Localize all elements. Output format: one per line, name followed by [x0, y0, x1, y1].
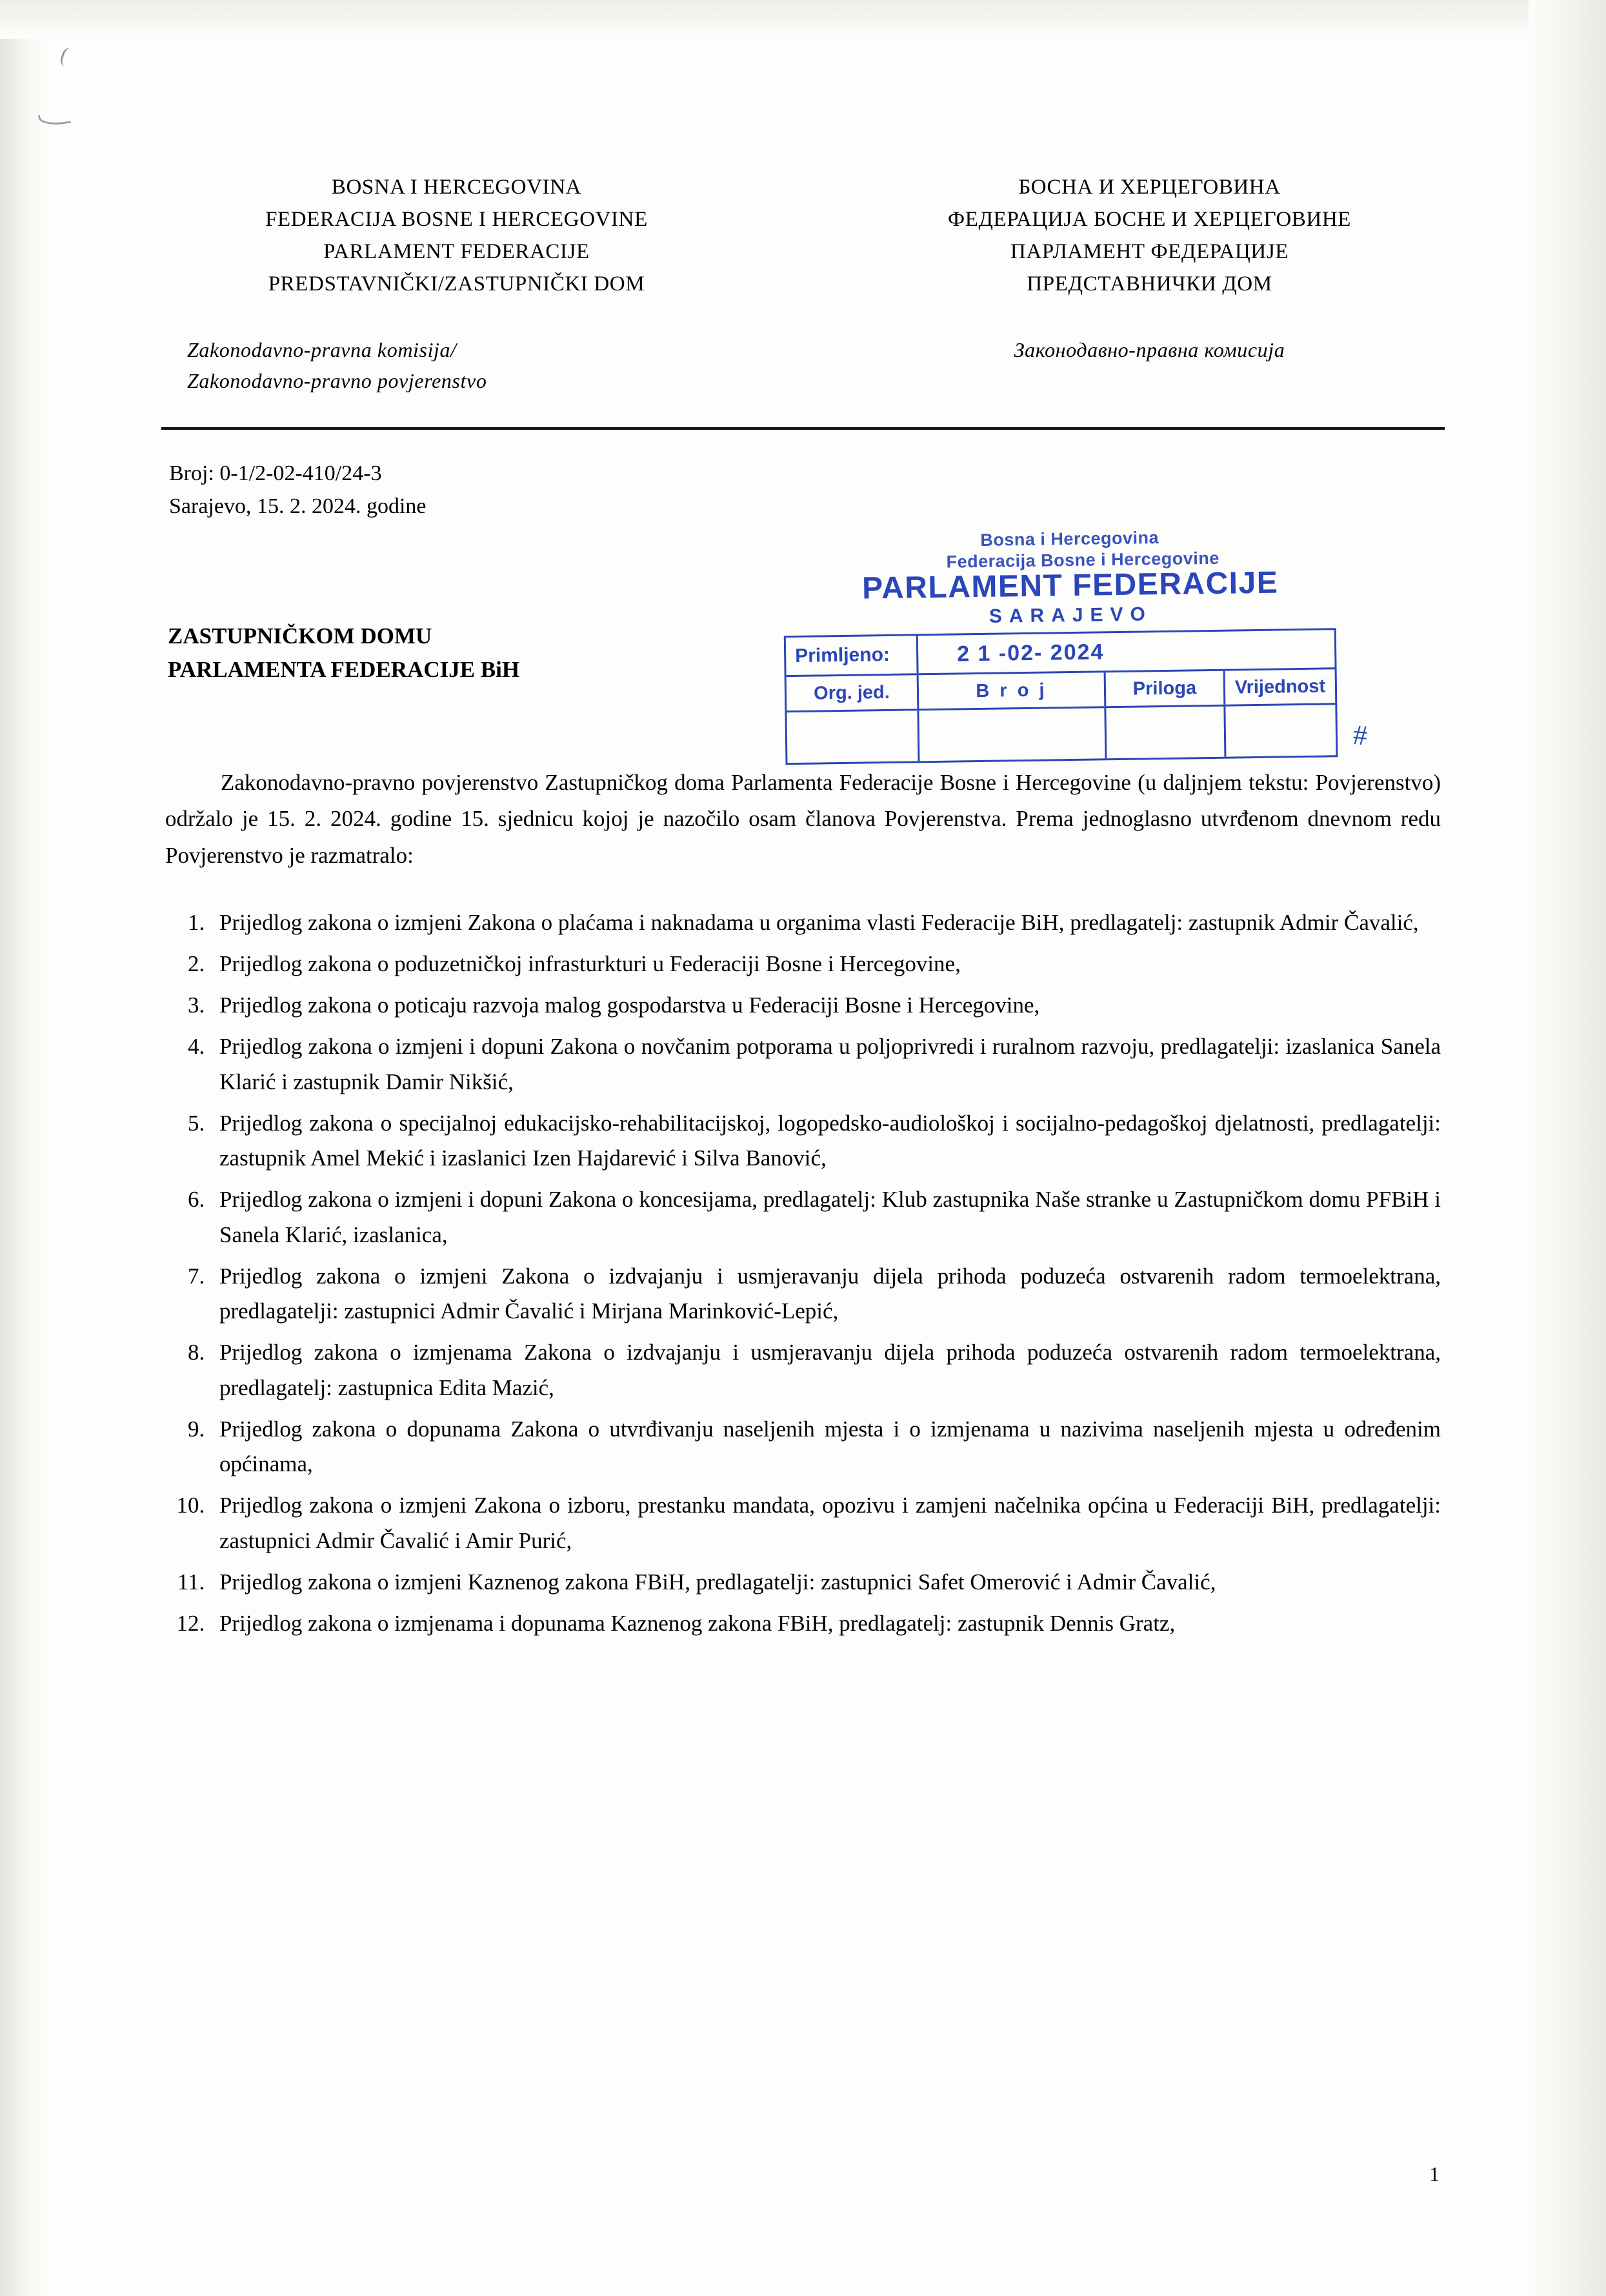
stamp-federation-line: Federacija Bosne i Hercegovine [946, 548, 1220, 572]
list-item: 7. Prijedlog zakona o izmjeni Zakona o izdvajanju i usmjeravanju dijela prihoda poduzeća ostvarenih radom termoelektrana, predlagatelji: zastupnici Admir Čavalić i Mirjana Marinković-Lepić, [210, 1259, 1441, 1329]
document-reference-block [161, 457, 1445, 523]
list-item: 12. Prijedlog zakona o izmjenama i dopunama Kaznenog zakona FBiH, predlagatelj: zastupnik Dennis Gratz, [210, 1606, 1441, 1641]
list-item: 5. Prijedlog zakona o specijalnoj edukacijsko-rehabilitacijskoj, logopedsko-audiološkoj i socijalno-pedagoškoj djelatnosti, predlagatelji: zastupnik Amel Mekić i izaslanici Izen Hajdarević i Silva Banović, [210, 1106, 1441, 1176]
stamp-cell-broj [919, 708, 1107, 761]
header-latin-committee-line-1: Zakonodavno-pravna komisija/ [187, 337, 457, 361]
list-item: 3. Prijedlog zakona o poticaju razvoja malog gospodarstva u Federaciji Bosne i Hercegovine, [210, 988, 1441, 1023]
header-latin-committee [161, 334, 752, 396]
stamp-institution-title: PARLAMENT FEDERACIJE [861, 565, 1279, 606]
list-item: 6. Prijedlog zakona o izmjeni i dopuni Zakona o koncesijama, predlagatelj: Klub zastupnika Naše stranke u Zastupničkom domu PFBiH i Sanela Klarić, izaslanica, [210, 1182, 1441, 1253]
header-latin-committee-line-2: Zakonodavno-pravno povjerenstvo [187, 368, 487, 392]
stamp-col-org-jed: Org. jed. [787, 675, 919, 710]
list-item: 10. Prijedlog zakona o izmjeni Zakona o izboru, prestanku mandata, opozivu i zamjeni načelnika općina u Federaciji BiH, predlagatelji: zastupnici Admir Čavalić i Amir Purić, [210, 1488, 1441, 1558]
stamp-col-priloga: Priloga [1106, 671, 1226, 707]
stamp-country-line: Bosna i Hercegovina [980, 528, 1159, 550]
addressee-line-2: PARLAMENTA FEDERACIJE BiH [168, 657, 520, 683]
header-latin-line-3: PARLAMENT FEDERACIJE [323, 240, 590, 264]
stamp-empty-row [787, 705, 1336, 763]
stamp-received-label: Primljeno: [786, 636, 919, 675]
stamp-city: SARAJEVO [989, 603, 1153, 627]
agenda-list [161, 905, 1445, 1642]
header-divider-rule [161, 427, 1445, 430]
page-number: 1 [1429, 2162, 1440, 2186]
document-number: Broj: 0-1/2-02-410/24-3 [169, 461, 382, 485]
header-cyrillic-line-1: БОСНА И ХЕРЦЕГОВИНА [1018, 176, 1281, 199]
header-latin-line-2: FEDERACIJA BOSNE I HERCEGOVINE [265, 208, 648, 232]
list-item: 8. Prijedlog zakona o izmjenama Zakona o izdvajanju i usmjeravanju dijela prihoda poduzeća ostvarenih radom termoelektrana, predlagatelj: zastupnica Edita Mazić, [210, 1335, 1441, 1405]
list-item: 1. Prijedlog zakona o izmjeni Zakona o plaćama i naknadama u organima vlasti Federacije BiH, predlagatelj: zastupnik Admir Čavalić, [210, 905, 1441, 940]
stamp-cell-org-jed [787, 710, 919, 763]
document-place-date: Sarajevo, 15. 2. 2024. godine [169, 494, 427, 518]
stamp-cell-vrijednost [1225, 705, 1336, 756]
header-cyrillic-block [854, 171, 1445, 396]
document-header [161, 0, 1445, 396]
stamp-col-vrijednost: Vrijednost [1234, 676, 1326, 698]
stamp-received-date: 2 1 -02- 2024 [956, 639, 1105, 666]
list-item: 2. Prijedlog zakona o poduzetničkoj infrasturkturi u Federaciji Bosne i Hercegovine, [210, 947, 1441, 982]
header-latin-line-1: BOSNA I HERCEGOVINA [331, 176, 582, 199]
list-item: 4. Prijedlog zakona o izmjeni i dopuni Zakona o novčanim potporama u poljoprivredi i ruralnom razvoju, predlagatelji: izaslanica Sanela Klarić i zastupnik Damir Nikšić, [210, 1029, 1441, 1100]
list-item: 11. Prijedlog zakona o izmjeni Kaznenog zakona FBiH, predlagatelji: zastupnici Safet Omerović i Admir Čavalić, [210, 1565, 1441, 1600]
header-cyrillic-line-2: ФЕДЕРАЦИЈА БОСНЕ И ХЕРЦЕГОВИНЕ [948, 208, 1352, 232]
list-item: 9. Prijedlog zakona o dopunama Zakona o utvrđivanju naseljenih mjesta i o izmjenama u nazivima naseljenih mjesta u određenim općinama, [210, 1412, 1441, 1482]
header-cyrillic-committee-line-1: Законодавно-правна комисија [1014, 337, 1285, 361]
stamp-cell-priloga [1106, 707, 1226, 759]
reception-stamp [783, 525, 1369, 765]
header-cyrillic-committee [854, 334, 1445, 365]
stamp-table [784, 628, 1338, 765]
header-latin-block [161, 171, 752, 396]
header-cyrillic-line-3: ПАРЛАМЕНТ ФЕДЕРАЦИЈЕ [1010, 240, 1289, 264]
addressee-line-1: ZASTUPNIČKOM DOMU [168, 623, 432, 649]
stamp-col-broj: B r o j [919, 672, 1107, 709]
header-cyrillic-line-4: ПРЕДСТАВНИЧКИ ДОМ [1027, 272, 1272, 296]
handwritten-margin-mark: # [1351, 718, 1369, 752]
header-latin-line-4: PREDSTAVNIČKI/ZASTUPNIČKI DOM [268, 272, 645, 296]
intro-paragraph: Zakonodavno-pravno povjerenstvo Zastupničkog doma Parlamenta Federacije Bosne i Hercegovine (u daljnjem tekstu: Povjerenstvo) održalo je 15. 2. 2024. godine 15. sjednicu kojoj je nazočilo osam članova Povjerenstva. Prema jednoglasno utvrđenom dnevnom redu Povjerenstvo je razmatralo: [165, 769, 1441, 868]
